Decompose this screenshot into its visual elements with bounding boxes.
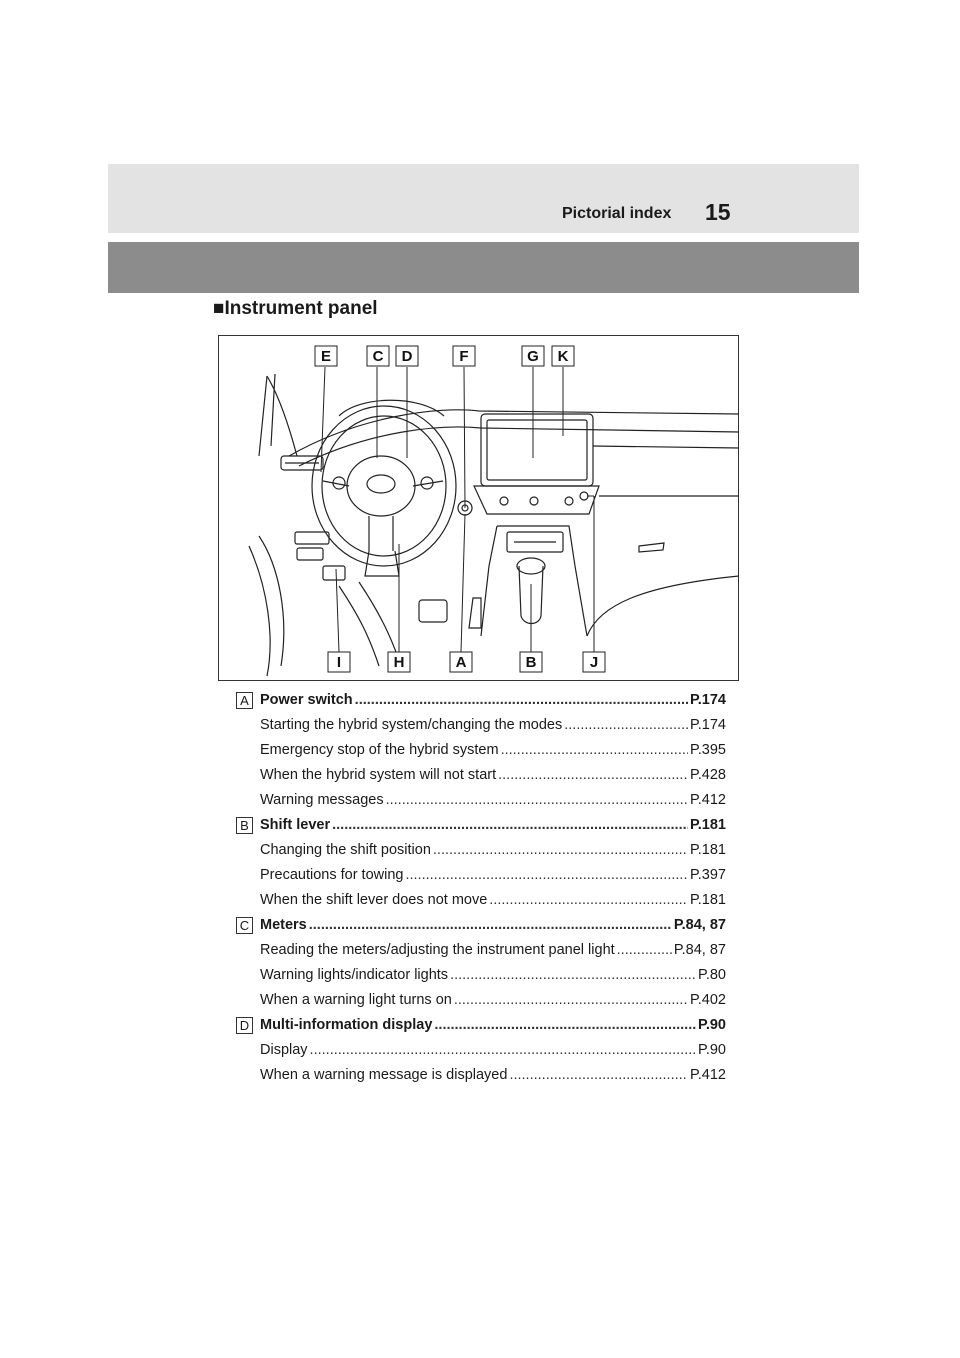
entry-letter-badge: B [236,817,253,834]
entry-title: Multi-information display [260,1017,433,1033]
entry-letter-badge: C [236,917,253,934]
callout-label-g: G [527,348,539,365]
entry-page-ref[interactable]: P.174 [689,692,726,708]
entry-page-ref[interactable]: P.84, 87 [673,917,726,933]
entry-letter-badge: D [236,1017,253,1034]
page-header-title: Pictorial index [562,205,672,222]
index-entries [236,688,726,1088]
entry-sub [236,1038,726,1063]
callout-label-h: H [393,654,405,671]
entry-sub [236,738,726,763]
entry-sub [236,888,726,913]
entry-sub-label: Reading the meters/adjusting the instrument panel light [260,942,615,958]
entry-sub [236,938,726,963]
callout-label-c: C [372,348,384,365]
entry-sub-label: Display [260,1042,308,1058]
callout-label-j: J [589,654,599,671]
entry-sub [236,988,726,1013]
callout-label-e: E [320,348,332,365]
entry-sub-label: When a warning message is displayed [260,1067,508,1083]
entry-page-ref[interactable]: P.84, 87 [673,942,726,958]
callout-label-k: K [557,348,569,365]
entry-title: Shift lever [260,817,331,833]
entry-main [236,1013,726,1038]
entry-page-ref[interactable]: P.181 [689,892,726,908]
entry-sub-label: Warning lights/indicator lights [260,967,449,983]
dashboard-lines [249,374,739,676]
entry-sub-label: When the hybrid system will not start [260,767,497,783]
entry-sub-label: When a warning light turns on [260,992,452,1008]
section-band [108,242,859,293]
entry-sub-label: Warning messages [260,792,384,808]
entry-page-ref[interactable]: P.90 [698,1042,726,1058]
entry-main [236,913,726,938]
entry-page-ref[interactable]: P.412 [689,1067,726,1083]
entry-page-ref[interactable]: P.397 [689,867,726,883]
callout-label-d: D [401,348,413,365]
entry-page-ref[interactable]: P.90 [698,1017,726,1033]
entry-group-a [236,688,726,813]
entry-letter-badge: A [236,692,253,709]
entry-page-ref[interactable]: P.181 [689,842,726,858]
entry-title: Power switch [260,692,353,708]
entry-page-ref[interactable]: P.428 [689,767,726,783]
entry-sub [236,763,726,788]
top-callout-labels [315,346,574,366]
entry-sub [236,863,726,888]
header-band [108,164,859,233]
entry-sub [236,963,726,988]
entry-sub [236,713,726,738]
instrument-panel-illustration [218,335,739,681]
entry-sub [236,1063,726,1088]
entry-main [236,688,726,713]
callout-label-b: B [525,654,537,671]
dashboard-drawing [219,336,740,682]
entry-sub [236,788,726,813]
entry-sub-label: Starting the hybrid system/changing the modes [260,717,563,733]
entry-group-c [236,913,726,1013]
callout-label-i: I [336,654,342,671]
entry-page-ref[interactable]: P.174 [689,717,726,733]
entry-group-d [236,1013,726,1088]
bottom-callout-labels [328,652,605,672]
entry-page-ref[interactable]: P.395 [689,742,726,758]
entry-sub [236,838,726,863]
section-heading: ■Instrument panel [213,298,378,319]
page-number: 15 [705,199,731,225]
entry-title: Meters [260,917,307,933]
entry-sub-label: When the shift lever does not move [260,892,488,908]
entry-sub-label: Precautions for towing [260,867,404,883]
entry-sub-label: Changing the shift position [260,842,431,858]
entry-page-ref[interactable]: P.402 [689,992,726,1008]
entry-main [236,813,726,838]
callout-label-f: F [459,348,469,365]
callout-label-a: A [455,654,467,671]
entry-page-ref[interactable]: P.80 [698,967,726,983]
entry-page-ref[interactable]: P.412 [689,792,726,808]
entry-sub-label: Emergency stop of the hybrid system [260,742,499,758]
entry-group-b [236,813,726,913]
entry-page-ref[interactable]: P.181 [689,817,726,833]
